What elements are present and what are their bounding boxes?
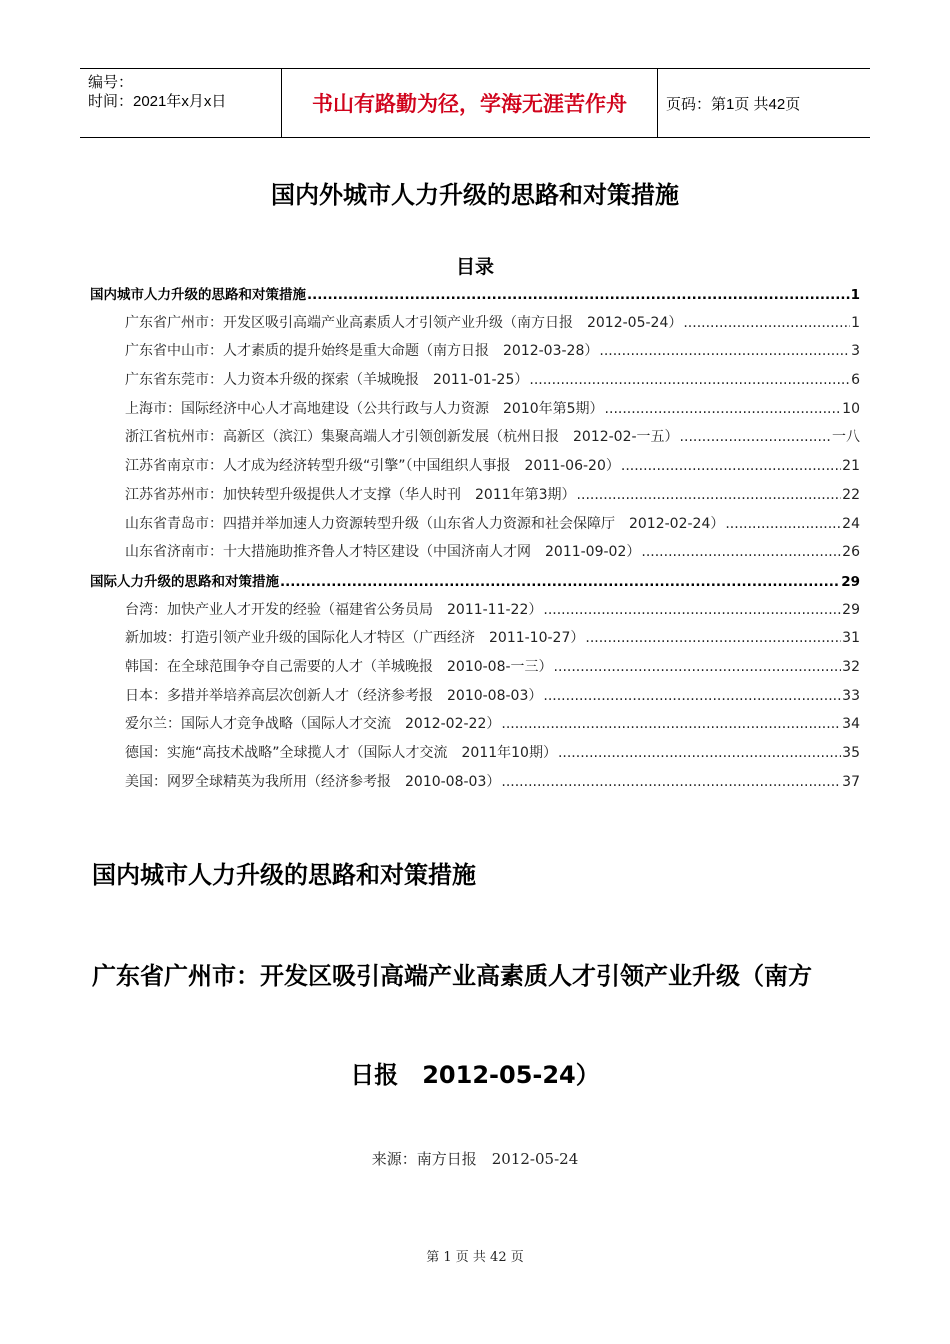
toc-entry-text: 国际人力升级的思路和对策措施 <box>90 573 279 590</box>
toc-leader-dots <box>280 574 840 590</box>
toc-entry-link[interactable] <box>90 312 860 341</box>
toc-entry-text: 山东省济南市：十大措施助推齐鲁人才特区建设（中国济南人才网 2011-09-02） <box>125 544 641 561</box>
toc-page-number: 1 <box>850 287 860 303</box>
toc-leader-dots <box>605 401 842 417</box>
header-motto: 书山有路勤为径，学海无涯苦作舟 <box>282 69 658 137</box>
toc-leader-dots <box>725 516 841 532</box>
toc-entry-link[interactable] <box>90 627 860 656</box>
section-heading: 国内城市人力升级的思路和对策措施 <box>92 861 476 889</box>
toc-entry-text: 山东省青岛市：四措并举加速人力资源转型升级（山东省人力资源和社会保障厅 2012-02-24） <box>125 515 725 532</box>
toc-leader-dots <box>683 315 850 331</box>
header-meta <box>80 69 282 137</box>
page-header <box>80 68 870 138</box>
toc-page-number: 31 <box>842 630 860 647</box>
toc-entry-link[interactable] <box>90 685 860 714</box>
toc-entry-text: 台湾：加快产业人才开发的经验（福建省公务员局 2011-11-22） <box>125 601 543 618</box>
toc-entry-text: 上海市：国际经济中心人才高地建设（公共行政与人力资源 2010年第5期） <box>125 400 604 417</box>
toc-section-link[interactable] <box>90 570 860 599</box>
toc-entry-link[interactable] <box>90 513 860 542</box>
toc-page-number: 29 <box>842 601 860 618</box>
toc-entry-text: 德国：实施“高技术战略”全球揽人才（国际人才交流 2011年10期） <box>125 745 557 761</box>
toc-leader-dots <box>529 372 850 388</box>
toc-page-number: 35 <box>842 745 860 761</box>
toc-entry-link[interactable] <box>90 484 860 513</box>
toc-entry-link[interactable] <box>90 771 860 800</box>
toc-entry-link[interactable] <box>90 455 860 484</box>
toc-entry-text: 国内城市人力升级的思路和对策措施 <box>90 287 306 303</box>
toc-entry-link[interactable] <box>90 369 860 398</box>
toc-page-number: 10 <box>842 400 860 417</box>
toc-entry-link[interactable] <box>90 541 860 570</box>
toc-entry-text: 广东省广州市：开发区吸引高端产业高素质人才引领产业升级（南方日报 2012-05-24） <box>125 314 683 331</box>
toc-entry-text: 江苏省苏州市：加快转型升级提供人才支撑（华人时刊 2011年第3期） <box>125 486 576 503</box>
toc-leader-dots <box>641 544 841 560</box>
toc-leader-dots <box>577 487 842 503</box>
toc-entry-link[interactable] <box>90 742 860 771</box>
toc-page-number: 1 <box>851 314 860 331</box>
toc-entry-text: 爱尔兰：国际人才竞争战略（国际人才交流 2012-02-22） <box>125 716 501 733</box>
toc-entry-link[interactable] <box>90 426 860 455</box>
toc-title: 目录 <box>455 256 494 278</box>
toc-page-number: 22 <box>842 486 860 503</box>
toc-entry-text: 浙江省杭州市：高新区（滨江）集聚高端人才引领创新发展（杭州日报 2012-02-一五） <box>125 429 679 446</box>
number-label: 编号： <box>88 74 134 91</box>
toc-entry-text: 美国：网罗全球精英为我所用（经济参考报 2010-08-03） <box>125 773 501 790</box>
toc-leader-dots <box>543 602 841 618</box>
article-heading-line2: 日报 2012-05-24） <box>350 1061 600 1089</box>
toc-entry-link[interactable] <box>90 599 860 628</box>
toc-page-number: 32 <box>842 658 860 675</box>
toc-leader-dots <box>543 688 841 704</box>
toc-leader-dots <box>501 774 841 790</box>
toc-entry-text: 江苏省南京市：人才成为经济转型升级“引擎”（中国组织人事报 2011-06-20） <box>125 458 620 475</box>
page-footer: 第 1 页 共 42 页 <box>426 1250 524 1265</box>
toc-entry-link[interactable] <box>90 398 860 427</box>
article-source: 来源：南方日报 2012-05-24 <box>371 1150 579 1168</box>
toc-page-number: 6 <box>851 372 860 389</box>
toc-page-number: 29 <box>841 573 860 590</box>
document-title: 国内外城市人力升级的思路和对策措施 <box>271 181 679 209</box>
article-heading-line1: 广东省广州市：开发区吸引高端产业高素质人才引领产业升级（南方 <box>92 962 812 990</box>
toc-page-number: 一八 <box>832 429 860 446</box>
toc-entry-link[interactable] <box>90 656 860 685</box>
toc-entry-link[interactable] <box>90 340 860 369</box>
toc-leader-dots <box>680 429 831 445</box>
toc-page-number: 26 <box>842 544 860 561</box>
header-page-info: 页码：第1页 共42页 <box>666 95 801 113</box>
toc-entry-text: 广东省中山市：人才素质的提升始终是重大命题（南方日报 2012-03-28） <box>125 343 599 360</box>
toc-entry-text: 新加坡：打造引领产业升级的国际化人才特区（广西经济 2011-10-27） <box>125 630 585 647</box>
toc-entry-text: 广东省东莞市：人力资本升级的探索（羊城晚报 2011-01-25） <box>125 372 529 389</box>
toc-leader-dots <box>585 630 841 646</box>
toc-page-number: 21 <box>842 458 860 475</box>
toc-leader-dots <box>501 716 841 732</box>
toc-entry-text: 日本：多措并举培养高层次创新人才（经济参考报 2010-08-03） <box>125 687 543 704</box>
toc-leader-dots <box>307 287 850 303</box>
toc-entry-link[interactable] <box>90 713 860 742</box>
table-of-contents <box>90 283 860 799</box>
toc-page-number: 33 <box>842 687 860 704</box>
toc-page-number: 37 <box>842 773 860 790</box>
toc-page-number: 34 <box>842 716 860 733</box>
toc-page-number: 24 <box>842 515 860 532</box>
toc-page-number: 3 <box>851 343 860 360</box>
toc-entry-text: 韩国：在全球范围争夺自己需要的人才（羊城晚报 2010-08-一三） <box>125 658 553 675</box>
toc-leader-dots <box>558 745 841 761</box>
toc-leader-dots <box>621 458 841 474</box>
toc-leader-dots <box>599 343 850 359</box>
toc-section-link[interactable] <box>90 283 860 312</box>
time-label: 时间：2021年x月x日 <box>88 93 227 110</box>
toc-leader-dots <box>554 659 842 675</box>
